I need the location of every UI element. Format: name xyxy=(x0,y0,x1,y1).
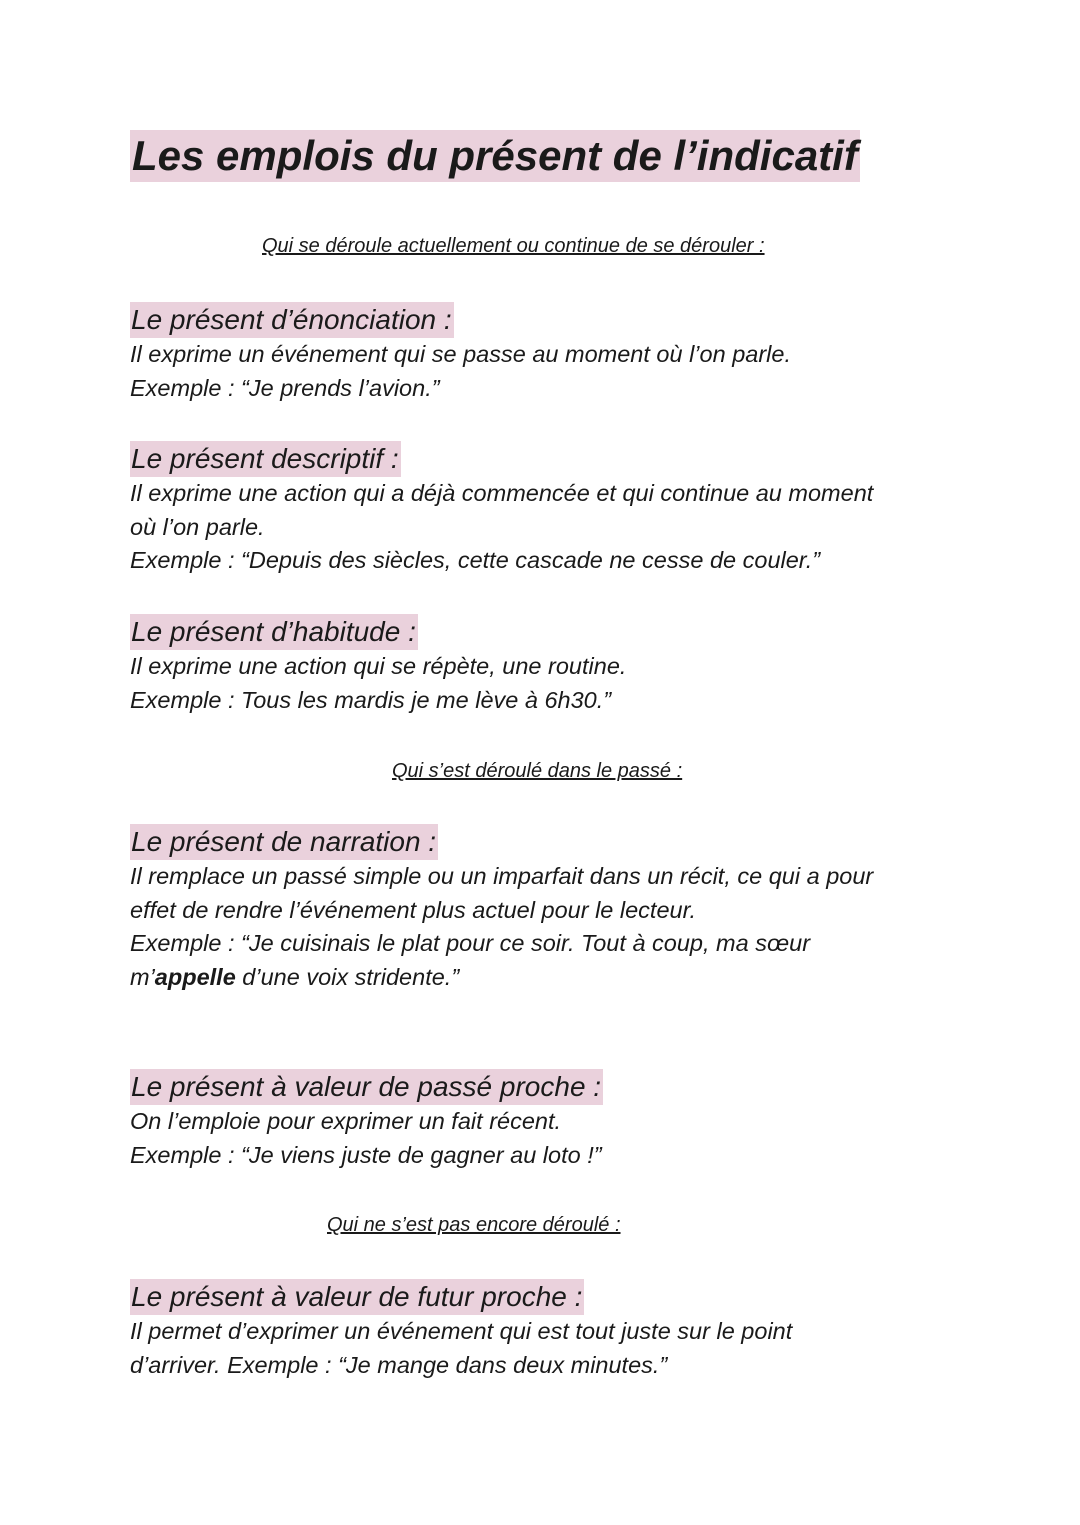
section-present-descriptif xyxy=(130,441,970,578)
subheading-futur: Qui ne s’est pas encore déroulé : xyxy=(327,1214,621,1236)
body-line: où l’on parle. xyxy=(130,513,265,540)
section-present-passe-proche xyxy=(130,1069,970,1172)
body-line: Il exprime une action qui se répète, une routine. xyxy=(130,653,627,679)
body-line: On l’emploie pour exprimer un fait récent. xyxy=(130,1108,562,1134)
section-body xyxy=(130,860,970,994)
section-body xyxy=(130,1315,970,1382)
section-heading: Le présent à valeur de futur proche : xyxy=(130,1279,584,1315)
body-line: d’arriver. Exemple : “Je mange dans deux minutes.” xyxy=(130,1351,668,1378)
section-present-narration xyxy=(130,824,970,994)
section-heading: Le présent de narration : xyxy=(130,824,438,860)
section-heading: Le présent d’habitude : xyxy=(130,614,418,650)
example-line: Exemple : “Je cuisinais le plat pour ce soir. Tout à coup, ma sœur xyxy=(130,930,811,956)
example-line-end xyxy=(130,961,970,995)
example-line: Exemple : Tous les mardis je me lève à 6h30.” xyxy=(130,686,612,713)
body-line: effet de rendre l’événement plus actuel pour le lecteur. xyxy=(130,896,697,923)
section-present-habitude xyxy=(130,614,970,717)
body-line: Il permet d’exprimer un événement qui est tout juste sur le point xyxy=(130,1318,793,1344)
section-body xyxy=(130,338,970,405)
body-line: Il exprime un événement qui se passe au moment où l’on parle. xyxy=(130,341,791,367)
page-title: Les emplois du présent de l’indicatif xyxy=(130,130,860,182)
text-fragment: m’ xyxy=(130,963,155,990)
section-body xyxy=(130,650,970,717)
subheading-present: Qui se déroule actuellement ou continue de se dérouler : xyxy=(262,235,765,257)
subheading-passe: Qui s’est déroulé dans le passé : xyxy=(392,760,683,782)
section-heading: Le présent descriptif : xyxy=(130,441,401,477)
section-present-enonciation xyxy=(130,302,970,405)
section-heading: Le présent d’énonciation : xyxy=(130,302,454,338)
example-line: Exemple : “Depuis des siècles, cette cascade ne cesse de couler.” xyxy=(130,547,821,573)
example-line: Exemple : “Je viens juste de gagner au loto !” xyxy=(130,1141,602,1168)
section-heading: Le présent à valeur de passé proche : xyxy=(130,1069,603,1105)
section-body xyxy=(130,477,970,578)
example-line: Exemple : “Je prends l’avion.” xyxy=(130,374,440,401)
text-fragment: d’une voix stridente.” xyxy=(235,963,460,990)
section-present-futur-proche xyxy=(130,1279,970,1382)
body-line: Il remplace un passé simple ou un imparfait dans un récit, ce qui a pour xyxy=(130,863,874,889)
body-line: Il exprime une action qui a déjà commencée et qui continue au moment xyxy=(130,480,874,506)
bold-verb: appelle xyxy=(154,963,236,990)
section-body xyxy=(130,1105,970,1172)
